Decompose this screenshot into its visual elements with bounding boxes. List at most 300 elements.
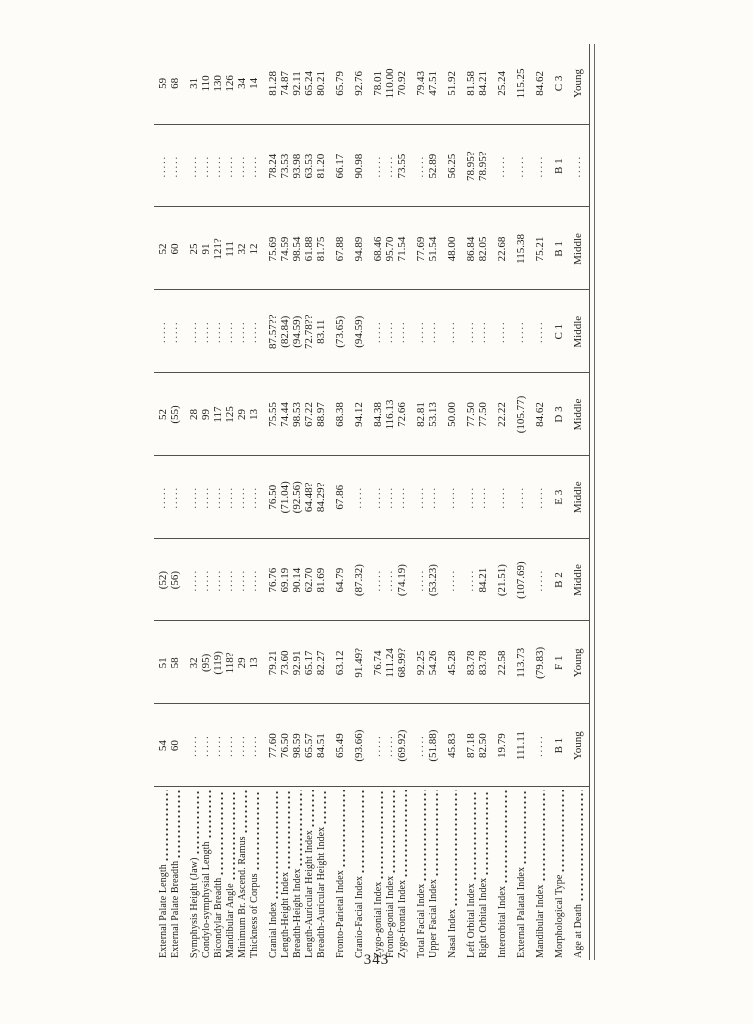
row-label bbox=[304, 787, 315, 962]
value-cell: 65.79 bbox=[334, 71, 346, 96]
value-cell: 52 bbox=[157, 243, 169, 255]
empty-cell: ..... bbox=[169, 486, 180, 509]
dot-leader bbox=[311, 790, 315, 827]
value-cell: B 1 bbox=[553, 737, 565, 754]
dot-leader bbox=[485, 790, 489, 875]
table-row bbox=[200, 42, 212, 962]
row-label-text: Cranio-Facial Index bbox=[353, 875, 365, 958]
row-label bbox=[573, 787, 584, 962]
value-cell: 126 bbox=[224, 75, 236, 92]
row-label bbox=[237, 787, 248, 962]
value-cell: 52.89 bbox=[427, 153, 439, 179]
value-cell: 92.25 bbox=[415, 650, 427, 676]
row-label-text: Bicondylar Breadth bbox=[212, 877, 224, 958]
value-cell: 90.98 bbox=[353, 153, 365, 179]
empty-cell: ..... bbox=[212, 486, 223, 509]
dot-leader bbox=[196, 790, 200, 854]
empty-cell: ..... bbox=[248, 320, 259, 343]
value-cell: 78.95? bbox=[477, 151, 489, 181]
value-cell: 98.59 bbox=[291, 733, 303, 758]
table-row bbox=[477, 42, 489, 962]
value-cell: 78.24 bbox=[267, 153, 279, 179]
empty-cell: ..... bbox=[188, 568, 199, 592]
row-label bbox=[249, 787, 260, 962]
dot-leader bbox=[275, 790, 279, 899]
row-label-text: Breadth-Height Index bbox=[291, 868, 303, 958]
value-cell: 76.50 bbox=[279, 733, 291, 758]
table-row bbox=[396, 42, 408, 962]
empty-cell: ..... bbox=[384, 568, 395, 592]
value-cell: (79.83) bbox=[534, 646, 546, 679]
table-row bbox=[415, 42, 427, 962]
value-cell: 77.69 bbox=[415, 236, 427, 262]
value-cell: 94.89 bbox=[353, 236, 365, 262]
value-cell: 86.84 bbox=[465, 236, 477, 262]
empty-cell: ..... bbox=[236, 734, 247, 757]
value-cell: 60 bbox=[169, 243, 181, 255]
value-cell: 67.22 bbox=[303, 402, 315, 427]
value-cell: B 1 bbox=[553, 158, 565, 174]
value-cell: (51.88) bbox=[427, 729, 439, 762]
row-label-text: Morphological Type bbox=[553, 874, 565, 958]
value-cell: 81.20 bbox=[315, 153, 327, 179]
table-row bbox=[303, 42, 315, 962]
empty-cell: ..... bbox=[384, 486, 395, 509]
empty-cell: ..... bbox=[534, 568, 545, 592]
value-cell: 93.98 bbox=[291, 153, 303, 179]
table-bottom-double-rule bbox=[589, 44, 595, 960]
empty-cell: ..... bbox=[248, 568, 259, 592]
empty-cell: ..... bbox=[515, 154, 526, 178]
value-cell: 65.49 bbox=[334, 733, 346, 758]
value-cell: 78.01 bbox=[372, 71, 384, 96]
table-row bbox=[496, 42, 508, 962]
value-cell: (87.32) bbox=[353, 564, 365, 597]
empty-cell: ..... bbox=[496, 320, 507, 343]
value-cell: 99 bbox=[200, 409, 212, 421]
row-label bbox=[466, 787, 477, 962]
dot-leader bbox=[256, 790, 260, 870]
dot-leader bbox=[423, 790, 427, 881]
table-row bbox=[515, 42, 527, 962]
empty-cell: ..... bbox=[396, 486, 407, 509]
anthropometric-index-table bbox=[148, 42, 600, 962]
value-cell: 58 bbox=[169, 657, 181, 669]
table-row bbox=[334, 42, 346, 962]
value-cell: 92.91 bbox=[291, 650, 303, 676]
value-cell: (21.51) bbox=[496, 564, 508, 597]
value-cell: Middle bbox=[572, 398, 584, 431]
value-cell: 83.11 bbox=[315, 319, 327, 344]
value-cell: 69.19 bbox=[279, 567, 291, 593]
value-cell: 50.00 bbox=[446, 402, 458, 427]
row-label bbox=[280, 787, 291, 962]
empty-cell: ..... bbox=[169, 320, 180, 343]
value-cell: 66.17 bbox=[334, 153, 346, 179]
table-row bbox=[353, 42, 365, 962]
empty-cell: ..... bbox=[427, 320, 438, 343]
table-row bbox=[224, 42, 236, 962]
value-cell: 34 bbox=[236, 77, 248, 89]
empty-cell: ..... bbox=[224, 734, 235, 757]
value-cell: 76.76 bbox=[267, 567, 279, 593]
row-label bbox=[335, 787, 346, 962]
value-cell: 111 bbox=[224, 241, 236, 257]
row-label bbox=[447, 787, 458, 962]
dot-leader bbox=[580, 790, 584, 901]
value-cell: 91 bbox=[200, 243, 212, 255]
value-cell: 74.59 bbox=[279, 236, 291, 262]
value-cell: C 3 bbox=[553, 75, 565, 92]
value-cell: 84.29? bbox=[315, 482, 327, 513]
empty-cell: ..... bbox=[200, 568, 211, 592]
dot-leader bbox=[177, 790, 181, 858]
empty-cell: ..... bbox=[248, 734, 259, 757]
empty-cell: ..... bbox=[446, 568, 457, 592]
row-label bbox=[225, 787, 236, 962]
value-cell: 22.22 bbox=[496, 402, 508, 427]
value-cell: 29 bbox=[236, 409, 248, 421]
empty-cell: ..... bbox=[427, 486, 438, 509]
empty-cell: ..... bbox=[188, 486, 199, 509]
value-cell: 45.83 bbox=[446, 733, 458, 758]
dot-leader bbox=[392, 790, 396, 873]
row-label bbox=[385, 787, 396, 962]
table-row bbox=[446, 42, 458, 962]
value-cell: 51 bbox=[157, 657, 169, 669]
value-cell: 81.28 bbox=[267, 71, 279, 96]
empty-cell: ..... bbox=[212, 568, 223, 592]
dot-leader bbox=[220, 790, 224, 875]
value-cell: (52) bbox=[157, 570, 169, 590]
value-cell: Young bbox=[572, 648, 584, 678]
empty-cell: ..... bbox=[446, 320, 457, 343]
row-label bbox=[478, 787, 489, 962]
rotated-table-wrapper bbox=[148, 42, 600, 962]
value-cell: 74.44 bbox=[279, 402, 291, 427]
empty-cell: ..... bbox=[372, 568, 383, 592]
value-cell: 25.24 bbox=[496, 71, 508, 96]
row-label bbox=[268, 787, 279, 962]
value-cell: Middle bbox=[572, 564, 584, 596]
empty-cell: ..... bbox=[446, 486, 457, 509]
empty-cell: ..... bbox=[372, 154, 383, 178]
dot-leader bbox=[342, 790, 346, 867]
row-label-text: Interorbital Index bbox=[496, 885, 508, 958]
dot-leader bbox=[380, 790, 384, 879]
value-cell: 52 bbox=[157, 409, 169, 421]
row-label bbox=[554, 787, 565, 962]
value-cell: 60 bbox=[169, 740, 181, 752]
value-cell: D 3 bbox=[553, 406, 565, 423]
value-cell: (69.92) bbox=[396, 729, 408, 762]
value-cell: 79.43 bbox=[415, 71, 427, 96]
row-label-text: Nasal Index bbox=[446, 908, 458, 958]
value-cell: 98.54 bbox=[291, 236, 303, 262]
row-label-text: External Palate Length bbox=[157, 864, 169, 958]
row-label bbox=[373, 787, 384, 962]
empty-cell: ..... bbox=[384, 320, 395, 343]
value-cell: 84.21 bbox=[477, 71, 489, 96]
value-cell: 111.11 bbox=[515, 731, 527, 761]
value-cell: Middle bbox=[572, 233, 584, 265]
value-cell: 72.78?? bbox=[303, 314, 315, 349]
empty-cell: ..... bbox=[212, 320, 223, 343]
empty-cell: ..... bbox=[384, 734, 395, 757]
row-label bbox=[354, 787, 365, 962]
table-row bbox=[372, 42, 384, 962]
value-cell: (71.04) bbox=[279, 481, 291, 514]
table-row bbox=[553, 42, 565, 962]
value-cell: 61.88 bbox=[303, 236, 315, 262]
value-cell: 84.51 bbox=[315, 733, 327, 758]
value-cell: 115.38 bbox=[515, 234, 527, 264]
value-cell: 65.57 bbox=[303, 733, 315, 758]
value-cell: 70.92 bbox=[396, 71, 408, 96]
value-cell: 121? bbox=[212, 238, 224, 260]
table-row bbox=[188, 42, 200, 962]
table-row bbox=[427, 42, 439, 962]
value-cell: 90.14 bbox=[291, 567, 303, 593]
value-cell: 19.79 bbox=[496, 733, 508, 758]
dot-leader bbox=[473, 790, 477, 880]
table-row bbox=[572, 42, 584, 962]
empty-cell: ..... bbox=[169, 154, 180, 178]
value-cell: 51.54 bbox=[427, 236, 439, 262]
empty-cell: ..... bbox=[465, 568, 476, 592]
row-label-text: Cranial Index bbox=[267, 901, 279, 958]
row-label bbox=[497, 787, 508, 962]
empty-cell: ..... bbox=[248, 154, 259, 178]
value-cell: 82.05 bbox=[477, 236, 489, 262]
value-cell: Young bbox=[572, 731, 584, 761]
empty-cell: ..... bbox=[212, 734, 223, 757]
value-cell: 12 bbox=[248, 243, 260, 255]
value-cell: 95.70 bbox=[384, 236, 396, 262]
empty-cell: ..... bbox=[372, 734, 383, 757]
row-label bbox=[292, 787, 303, 962]
row-label-text: External Palatal Index bbox=[515, 866, 527, 958]
table-row bbox=[169, 42, 181, 962]
value-cell: (95) bbox=[200, 653, 212, 673]
value-cell: 78.95? bbox=[465, 151, 477, 181]
value-cell: (73.65) bbox=[334, 315, 346, 348]
value-cell: 28 bbox=[188, 409, 200, 421]
value-cell: B 1 bbox=[553, 241, 565, 257]
value-cell: 73.60 bbox=[279, 650, 291, 676]
row-label bbox=[428, 787, 439, 962]
value-cell: 81.58 bbox=[465, 71, 477, 96]
row-label-text: Mandibular Index bbox=[534, 884, 546, 958]
empty-cell: ..... bbox=[534, 734, 545, 757]
row-label bbox=[158, 787, 169, 962]
value-cell: 54.26 bbox=[427, 650, 439, 676]
value-cell: (55) bbox=[169, 405, 181, 424]
value-cell: (82.84) bbox=[279, 315, 291, 348]
value-cell: 59 bbox=[157, 77, 169, 89]
dot-leader bbox=[244, 790, 248, 833]
value-cell: 47.51 bbox=[427, 71, 439, 96]
value-cell: 87.18 bbox=[465, 733, 477, 758]
value-cell: 73.53 bbox=[279, 153, 291, 179]
row-label-text: Fronto-gonial Index bbox=[384, 875, 396, 958]
value-cell: 63.12 bbox=[334, 650, 346, 676]
dot-leader bbox=[165, 790, 169, 861]
value-cell: 64.79 bbox=[334, 567, 346, 593]
table-row bbox=[465, 42, 477, 962]
row-label-text: Length-Height Index bbox=[279, 871, 291, 958]
table-rows bbox=[148, 42, 584, 962]
empty-cell: ..... bbox=[157, 486, 168, 509]
value-cell: 68.46 bbox=[372, 236, 384, 262]
value-cell: 76.50 bbox=[267, 484, 279, 510]
empty-cell: ..... bbox=[224, 568, 235, 592]
value-cell: 62.70 bbox=[303, 567, 315, 593]
empty-cell: ..... bbox=[200, 154, 211, 178]
value-cell: 84.62 bbox=[534, 71, 546, 96]
empty-cell: ..... bbox=[224, 486, 235, 509]
value-cell: 98.53 bbox=[291, 402, 303, 427]
row-label-text: Upper Facial Index bbox=[427, 879, 439, 958]
empty-cell: ..... bbox=[372, 486, 383, 509]
dot-leader bbox=[299, 790, 303, 866]
empty-cell: ..... bbox=[353, 486, 364, 509]
empty-cell: ..... bbox=[415, 320, 426, 343]
value-cell: (94.59) bbox=[291, 315, 303, 348]
row-label bbox=[316, 787, 327, 962]
empty-cell: ..... bbox=[534, 320, 545, 343]
dot-leader bbox=[523, 790, 527, 864]
value-cell: E 3 bbox=[553, 489, 565, 505]
value-cell: F 1 bbox=[553, 655, 565, 671]
table-row bbox=[157, 42, 169, 962]
value-cell: 63.53 bbox=[303, 153, 315, 179]
table-row bbox=[248, 42, 260, 962]
row-label-text: Condylo-symphysial Length bbox=[200, 841, 212, 958]
value-cell: 110 bbox=[200, 75, 212, 92]
value-cell: 76.74 bbox=[372, 650, 384, 676]
value-cell: 13 bbox=[248, 409, 260, 421]
row-label-text: Age at Death bbox=[572, 904, 584, 958]
value-cell: 91.49? bbox=[353, 648, 365, 678]
value-cell: 75.55 bbox=[267, 402, 279, 427]
value-cell: 53.13 bbox=[427, 402, 439, 427]
value-cell: 74.87 bbox=[279, 71, 291, 96]
empty-cell: ..... bbox=[496, 486, 507, 509]
empty-cell: ..... bbox=[372, 320, 383, 343]
dot-leader bbox=[504, 790, 508, 883]
table-row bbox=[236, 42, 248, 962]
value-cell: (53.23) bbox=[427, 564, 439, 597]
dot-leader bbox=[435, 790, 439, 876]
value-cell: 71.54 bbox=[396, 236, 408, 262]
dot-leader bbox=[208, 790, 212, 838]
value-cell: Middle bbox=[572, 315, 584, 348]
value-cell: 80.21 bbox=[315, 71, 327, 96]
empty-cell: ..... bbox=[248, 486, 259, 509]
row-label bbox=[416, 787, 427, 962]
empty-cell: ..... bbox=[224, 320, 235, 343]
row-label-text: Mandibular Angle bbox=[224, 883, 236, 958]
empty-cell: ..... bbox=[188, 154, 199, 178]
table-row bbox=[315, 42, 327, 962]
empty-cell: ..... bbox=[477, 486, 488, 509]
value-cell: 64.48? bbox=[303, 482, 315, 513]
value-cell: B 2 bbox=[553, 572, 565, 588]
value-cell: 65.24 bbox=[303, 71, 315, 96]
value-cell: 22.58 bbox=[496, 650, 508, 676]
row-label-text: Zygo-frontal Index bbox=[396, 879, 408, 958]
empty-cell: ..... bbox=[465, 320, 476, 343]
value-cell: 130 bbox=[212, 75, 224, 92]
value-cell: 83.78 bbox=[465, 650, 477, 676]
empty-cell: ..... bbox=[236, 568, 247, 592]
empty-cell: ..... bbox=[224, 154, 235, 178]
value-cell: Young bbox=[572, 68, 584, 98]
row-label-text: Right Orbital Index bbox=[477, 877, 489, 958]
table-row bbox=[279, 42, 291, 962]
row-label-text: Thickness of Corpus bbox=[248, 873, 260, 958]
value-cell: C 1 bbox=[553, 323, 565, 340]
value-cell: 68 bbox=[169, 77, 181, 89]
row-label bbox=[535, 787, 546, 962]
empty-cell: ..... bbox=[415, 734, 426, 757]
empty-cell: ..... bbox=[188, 320, 199, 343]
value-cell: 81.69 bbox=[315, 567, 327, 593]
value-cell: (92.56) bbox=[291, 481, 303, 514]
value-cell: (94.59) bbox=[353, 315, 365, 348]
value-cell: 73.55 bbox=[396, 153, 408, 179]
value-cell: 32 bbox=[188, 657, 200, 669]
empty-cell: ..... bbox=[157, 154, 168, 178]
empty-cell: ..... bbox=[534, 154, 545, 178]
table-row bbox=[267, 42, 279, 962]
value-cell: 65.17 bbox=[303, 650, 315, 676]
value-cell: 82.27 bbox=[315, 650, 327, 676]
empty-cell: ..... bbox=[384, 154, 395, 178]
dot-leader bbox=[542, 790, 546, 881]
value-cell: (74.19) bbox=[396, 564, 408, 597]
value-cell: (105.77) bbox=[515, 395, 527, 434]
value-cell: 83.78 bbox=[477, 650, 489, 676]
dot-leader bbox=[232, 790, 236, 880]
empty-cell: ..... bbox=[572, 154, 583, 178]
row-label bbox=[213, 787, 224, 962]
dot-leader bbox=[561, 790, 565, 872]
empty-cell: ..... bbox=[415, 486, 426, 509]
value-cell: 22.68 bbox=[496, 236, 508, 262]
row-label-text: Symphysis Height (Jaw) bbox=[188, 857, 200, 958]
value-cell: 92.11 bbox=[291, 71, 303, 96]
value-cell: 110.00 bbox=[384, 68, 396, 99]
value-cell: 116.13 bbox=[384, 399, 396, 430]
empty-cell: ..... bbox=[188, 734, 199, 757]
page-number: 343 bbox=[363, 952, 390, 968]
row-label-text: External Palate Breadth bbox=[169, 860, 181, 958]
value-cell: 94.12 bbox=[353, 402, 365, 427]
empty-cell: ..... bbox=[236, 320, 247, 343]
dot-leader bbox=[404, 790, 408, 877]
value-cell: 13 bbox=[248, 657, 260, 669]
empty-cell: ..... bbox=[415, 568, 426, 592]
row-label-text: Breadth-Auricular Height Index bbox=[315, 826, 327, 958]
value-cell: (119) bbox=[212, 651, 224, 675]
row-label-text: Total Facial Index bbox=[415, 883, 427, 958]
value-cell: 77.50 bbox=[477, 402, 489, 427]
value-cell: 68.99? bbox=[396, 648, 408, 678]
table-row bbox=[212, 42, 224, 962]
row-label bbox=[201, 787, 212, 962]
